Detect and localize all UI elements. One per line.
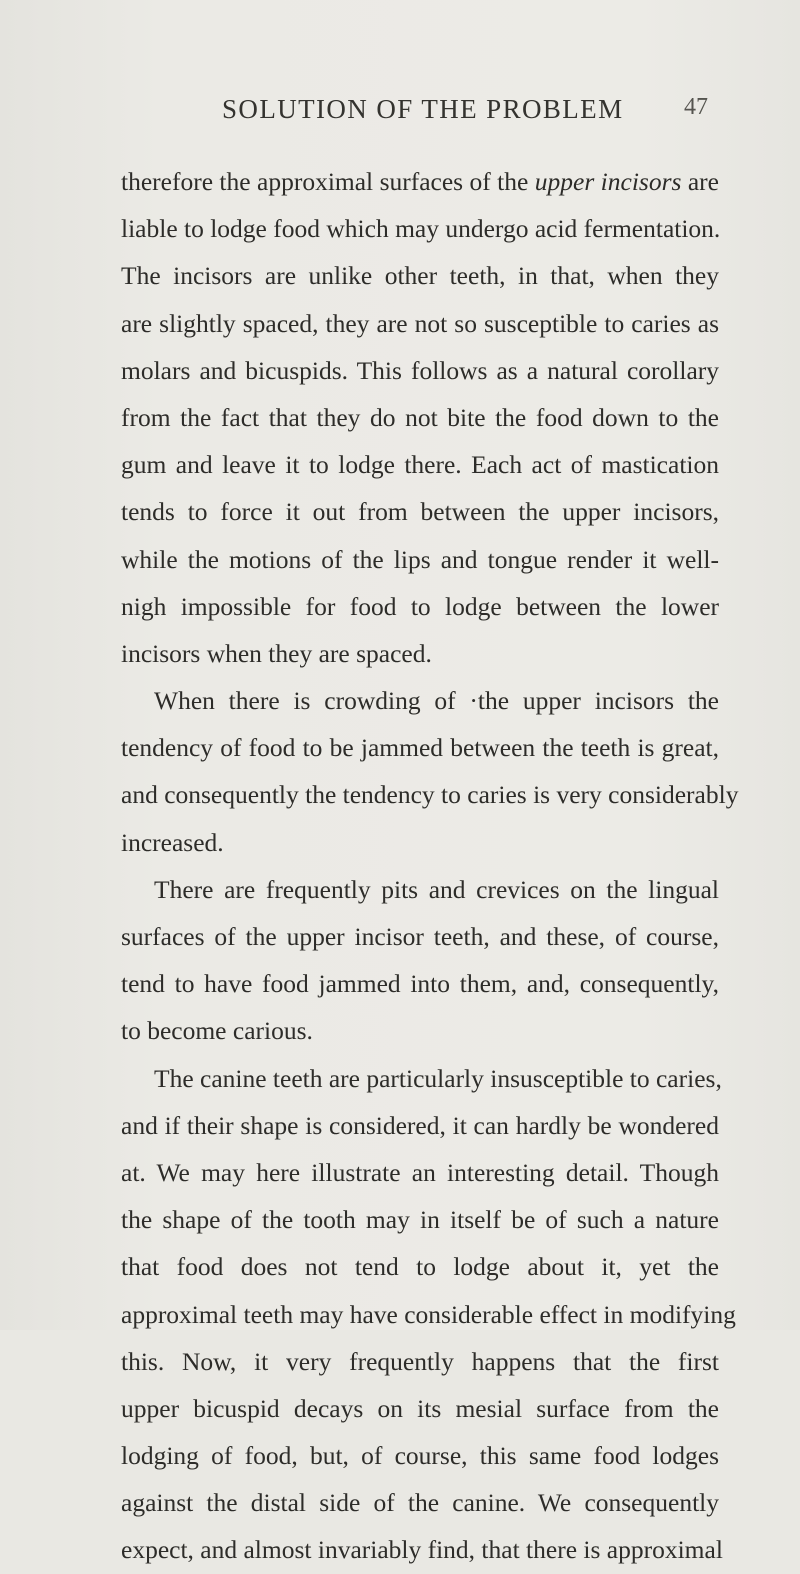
text-line: The incisors are unlike other teeth, in that, when they bbox=[121, 261, 719, 291]
text-line: the shape of the tooth may in itself be of such a nature bbox=[121, 1205, 719, 1235]
text-line: lodging of food, but, of course, this same food lodges bbox=[121, 1441, 719, 1471]
text-segment: therefore the approximal surfaces of the bbox=[121, 167, 535, 196]
text-line: from the fact that they do not bite the food down to the bbox=[121, 402, 719, 432]
text-segment: are bbox=[681, 167, 719, 196]
text-line: nigh impossible for food to lodge between the lower bbox=[121, 591, 719, 621]
text-line: molars and bicuspids. This follows as a natural corollary bbox=[121, 355, 719, 385]
text-line: expect, and almost invariably find, that there is approximal bbox=[121, 1535, 723, 1565]
text-line: are slightly spaced, they are not so susceptible to caries as bbox=[121, 308, 719, 338]
text-line: and if their shape is considered, it can hardly be wondered bbox=[121, 1110, 719, 1140]
text-line: and consequently the tendency to caries is very considerably bbox=[121, 780, 739, 810]
text-line: surfaces of the upper incisor teeth, and these, of course, bbox=[121, 922, 719, 951]
text-line: liable to lodge food which may undergo acid fermentation. bbox=[121, 214, 721, 244]
text-line: tends to force it out from between the upper incisors, bbox=[121, 497, 719, 527]
text-line: while the motions of the lips and tongue render it well- bbox=[121, 544, 719, 574]
text-line: that food does not tend to lodge about it, yet the bbox=[121, 1252, 719, 1282]
text-line bbox=[121, 158, 719, 205]
running-head bbox=[222, 94, 722, 134]
body-text bbox=[121, 158, 739, 1574]
paragraph-start-line: The canine teeth are particularly insusceptible to caries, bbox=[154, 1063, 722, 1093]
italic-phrase: upper incisors bbox=[534, 167, 682, 196]
paragraph-end-line: increased. bbox=[121, 827, 224, 857]
text-line: tend to have food jammed into them, and, consequently, bbox=[121, 969, 719, 999]
text-line: approximal teeth may have considerable effect in modifying bbox=[121, 1299, 736, 1329]
paragraph-start-line: When there is crowding of ·the upper incisors the bbox=[154, 686, 719, 716]
paragraph-end-line: to become carious. bbox=[121, 1016, 313, 1046]
paragraph-start-line: There are frequently pits and crevices on the lingual bbox=[154, 874, 719, 904]
text-line: upper bicuspid decays on its mesial surface from the bbox=[121, 1393, 719, 1423]
text-line: at. We may here illustrate an interesting detail. Though bbox=[121, 1157, 719, 1187]
text-line: this. Now, it very frequently happens that the first bbox=[121, 1346, 719, 1376]
page-number: 47 bbox=[684, 94, 708, 120]
paragraph-end-line: incisors when they are spaced. bbox=[121, 638, 432, 668]
text-line: tendency of food to be jammed between the teeth is great, bbox=[121, 733, 719, 763]
text-line: against the distal side of the canine. We consequently bbox=[121, 1488, 719, 1518]
text-line: gum and leave it to lodge there. Each act of mastication bbox=[121, 450, 719, 480]
running-title: SOLUTION OF THE PROBLEM bbox=[222, 94, 624, 124]
